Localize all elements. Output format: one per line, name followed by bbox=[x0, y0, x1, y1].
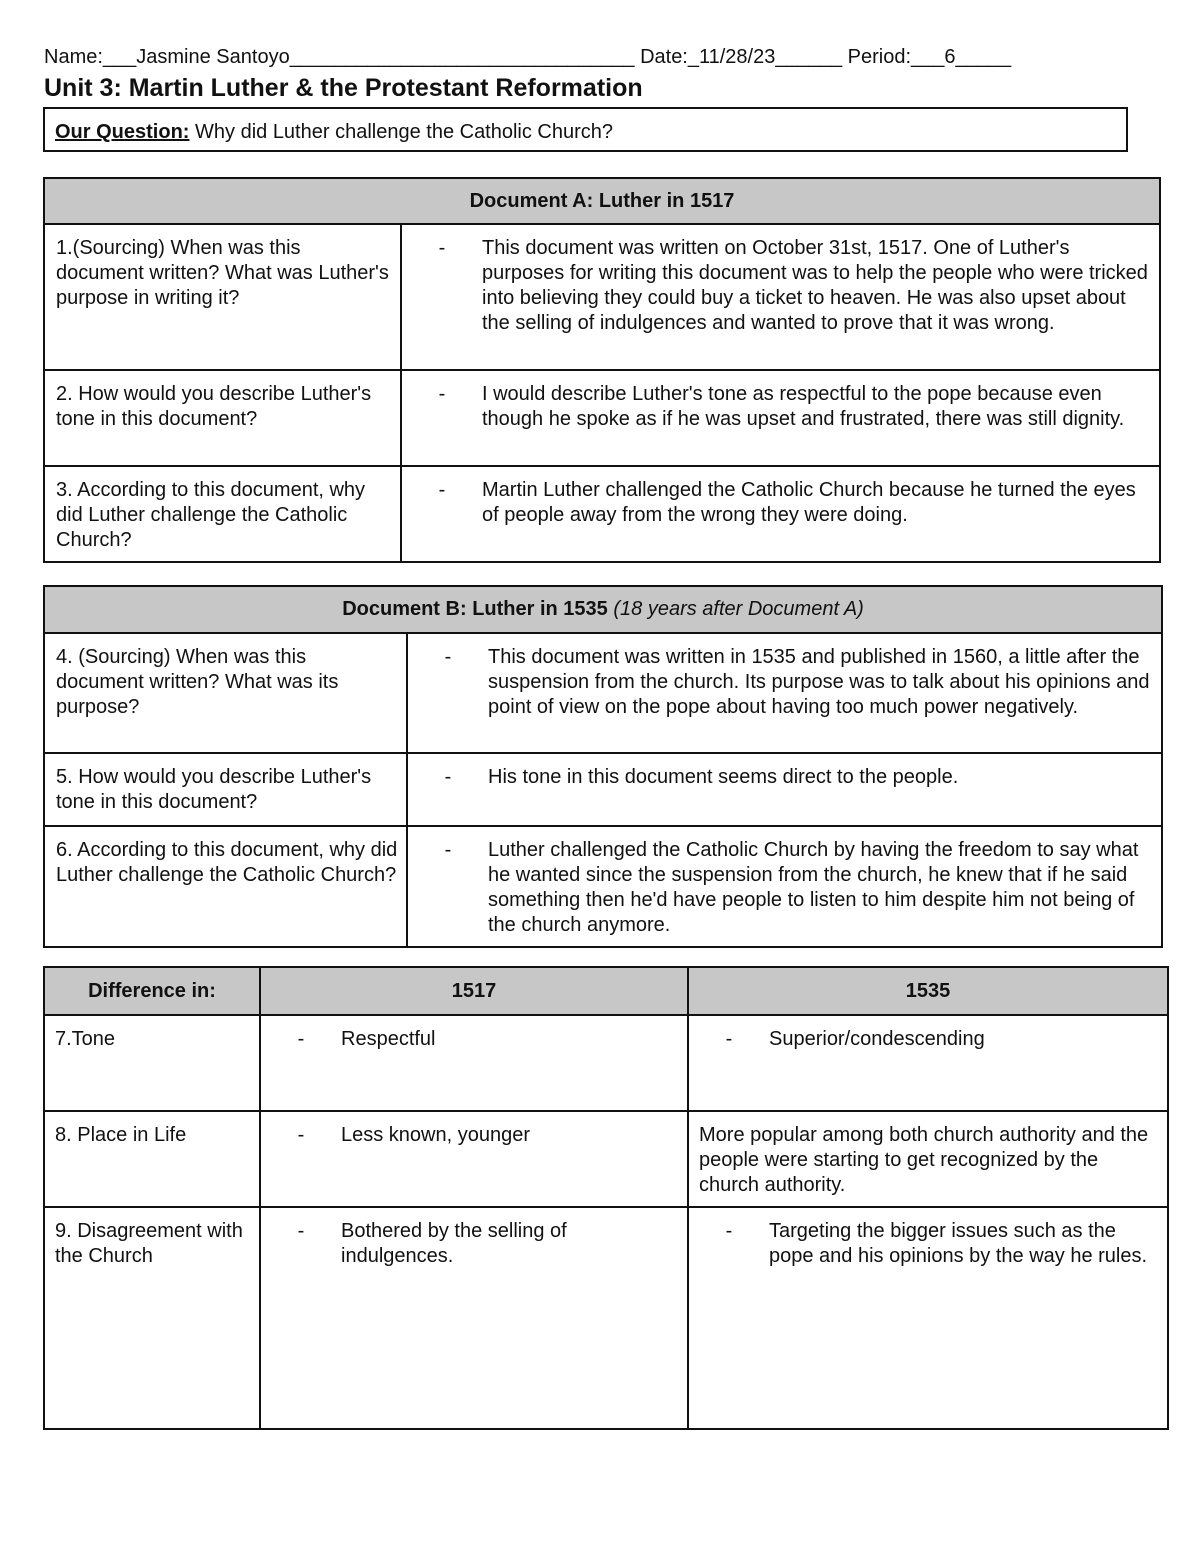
question-cell: 2. How would you describe Luther's tone in this document? bbox=[44, 370, 401, 466]
year-1535-header: 1535 bbox=[688, 967, 1168, 1015]
table-row bbox=[44, 1111, 1168, 1207]
answer-cell bbox=[407, 633, 1162, 753]
question-cell: 4. (Sourcing) When was this document written? What was its purpose? bbox=[44, 633, 407, 753]
document-b-heading-title: Document B: Luther in 1535 bbox=[342, 598, 608, 620]
bullet-dash: - bbox=[297, 1028, 305, 1050]
answer-text: This document was written in 1535 and published in 1560, a little after the suspension from the church. Its purpose was to talk about his opinions and point of view on the pope about having too much power negatively. bbox=[488, 646, 1150, 718]
answer-cell bbox=[401, 370, 1160, 466]
row-label: 9. Disagreement with the Church bbox=[44, 1207, 260, 1429]
answer-text: I would describe Luther's tone as respectful to the pope because even though he spoke as if he was upset and frustrated, there was still dignity. bbox=[482, 383, 1125, 430]
answer-cell bbox=[407, 753, 1162, 826]
cell-1517 bbox=[260, 1111, 688, 1207]
cell-1535 bbox=[688, 1015, 1168, 1111]
cell-1517 bbox=[260, 1207, 688, 1429]
row-label: 7.Tone bbox=[44, 1015, 260, 1111]
cell-text: Bothered by the selling of indulgences. bbox=[341, 1220, 567, 1267]
answer-text: His tone in this document seems direct to the people. bbox=[488, 766, 959, 788]
page-title: Unit 3: Martin Luther & the Protestant Reformation bbox=[44, 74, 643, 102]
answer-cell bbox=[401, 224, 1160, 370]
bullet-dash: - bbox=[297, 1220, 305, 1242]
cell-1535 bbox=[688, 1207, 1168, 1429]
table-row bbox=[44, 1015, 1168, 1111]
document-b-table bbox=[43, 585, 1163, 948]
document-a-heading: Document A: Luther in 1517 bbox=[44, 178, 1160, 224]
table-row bbox=[44, 224, 1160, 370]
bullet-dash: - bbox=[725, 1220, 733, 1242]
bullet-dash: - bbox=[438, 237, 446, 259]
answer-text: Martin Luther challenged the Catholic Church because he turned the eyes of people away from the wrong they were doing. bbox=[482, 479, 1136, 526]
cell-1535: More popular among both church authority and the people were starting to get recognized by the church authority. bbox=[688, 1111, 1168, 1207]
answer-text: This document was written on October 31st, 1517. One of Luther's purposes for writing this document was to help the people who were tricked into believing they could buy a ticket to heaven. He was also upset about the selling of indulgences and wanted to prove that it was wrong. bbox=[482, 237, 1148, 334]
question-cell: 3. According to this document, why did Luther challenge the Catholic Church? bbox=[44, 466, 401, 562]
question-cell: 5. How would you describe Luther's tone in this document? bbox=[44, 753, 407, 826]
our-question-box bbox=[43, 107, 1128, 152]
answer-cell bbox=[401, 466, 1160, 562]
table-row bbox=[44, 370, 1160, 466]
difference-in-header: Difference in: bbox=[44, 967, 260, 1015]
bullet-dash: - bbox=[444, 839, 452, 861]
table-row bbox=[44, 1207, 1168, 1429]
year-1517-header: 1517 bbox=[260, 967, 688, 1015]
document-b-heading-note: (18 years after Document A) bbox=[607, 598, 864, 620]
bullet-dash: - bbox=[725, 1028, 733, 1050]
bullet-dash: - bbox=[438, 383, 446, 405]
bullet-dash: - bbox=[444, 646, 452, 668]
cell-text: Superior/condescending bbox=[769, 1028, 985, 1050]
bullet-dash: - bbox=[297, 1124, 305, 1146]
document-a-table bbox=[43, 177, 1161, 563]
table-row bbox=[44, 466, 1160, 562]
bullet-dash: - bbox=[444, 766, 452, 788]
bullet-dash: - bbox=[438, 479, 446, 501]
document-b-heading bbox=[44, 586, 1162, 633]
answer-cell bbox=[407, 826, 1162, 947]
answer-text: Luther challenged the Catholic Church by having the freedom to say what he wanted since the suspension from the church, he knew that if he said something then he'd have people to listen to him despite him not being of the church anymore. bbox=[488, 839, 1139, 936]
cell-1517 bbox=[260, 1015, 688, 1111]
our-question-label: Our Question: bbox=[55, 121, 190, 143]
question-cell: 6. According to this document, why did Luther challenge the Catholic Church? bbox=[44, 826, 407, 947]
our-question-text: Why did Luther challenge the Catholic Church? bbox=[189, 121, 614, 143]
cell-text: Less known, younger bbox=[341, 1124, 531, 1146]
cell-text: Targeting the bigger issues such as the pope and his opinions by the way he rules. bbox=[769, 1220, 1148, 1267]
table-row bbox=[44, 826, 1162, 947]
row-label: 8. Place in Life bbox=[44, 1111, 260, 1207]
table-row bbox=[44, 633, 1162, 753]
cell-text: Respectful bbox=[341, 1028, 436, 1050]
question-cell: 1.(Sourcing) When was this document written? What was Luther's purpose in writing it? bbox=[44, 224, 401, 370]
name-date-period-line: Name:___Jasmine Santoyo_______________________________ Date:_11/28/23______ Period:___6_____ bbox=[44, 46, 1012, 68]
comparison-table bbox=[43, 966, 1169, 1430]
table-row bbox=[44, 753, 1162, 826]
